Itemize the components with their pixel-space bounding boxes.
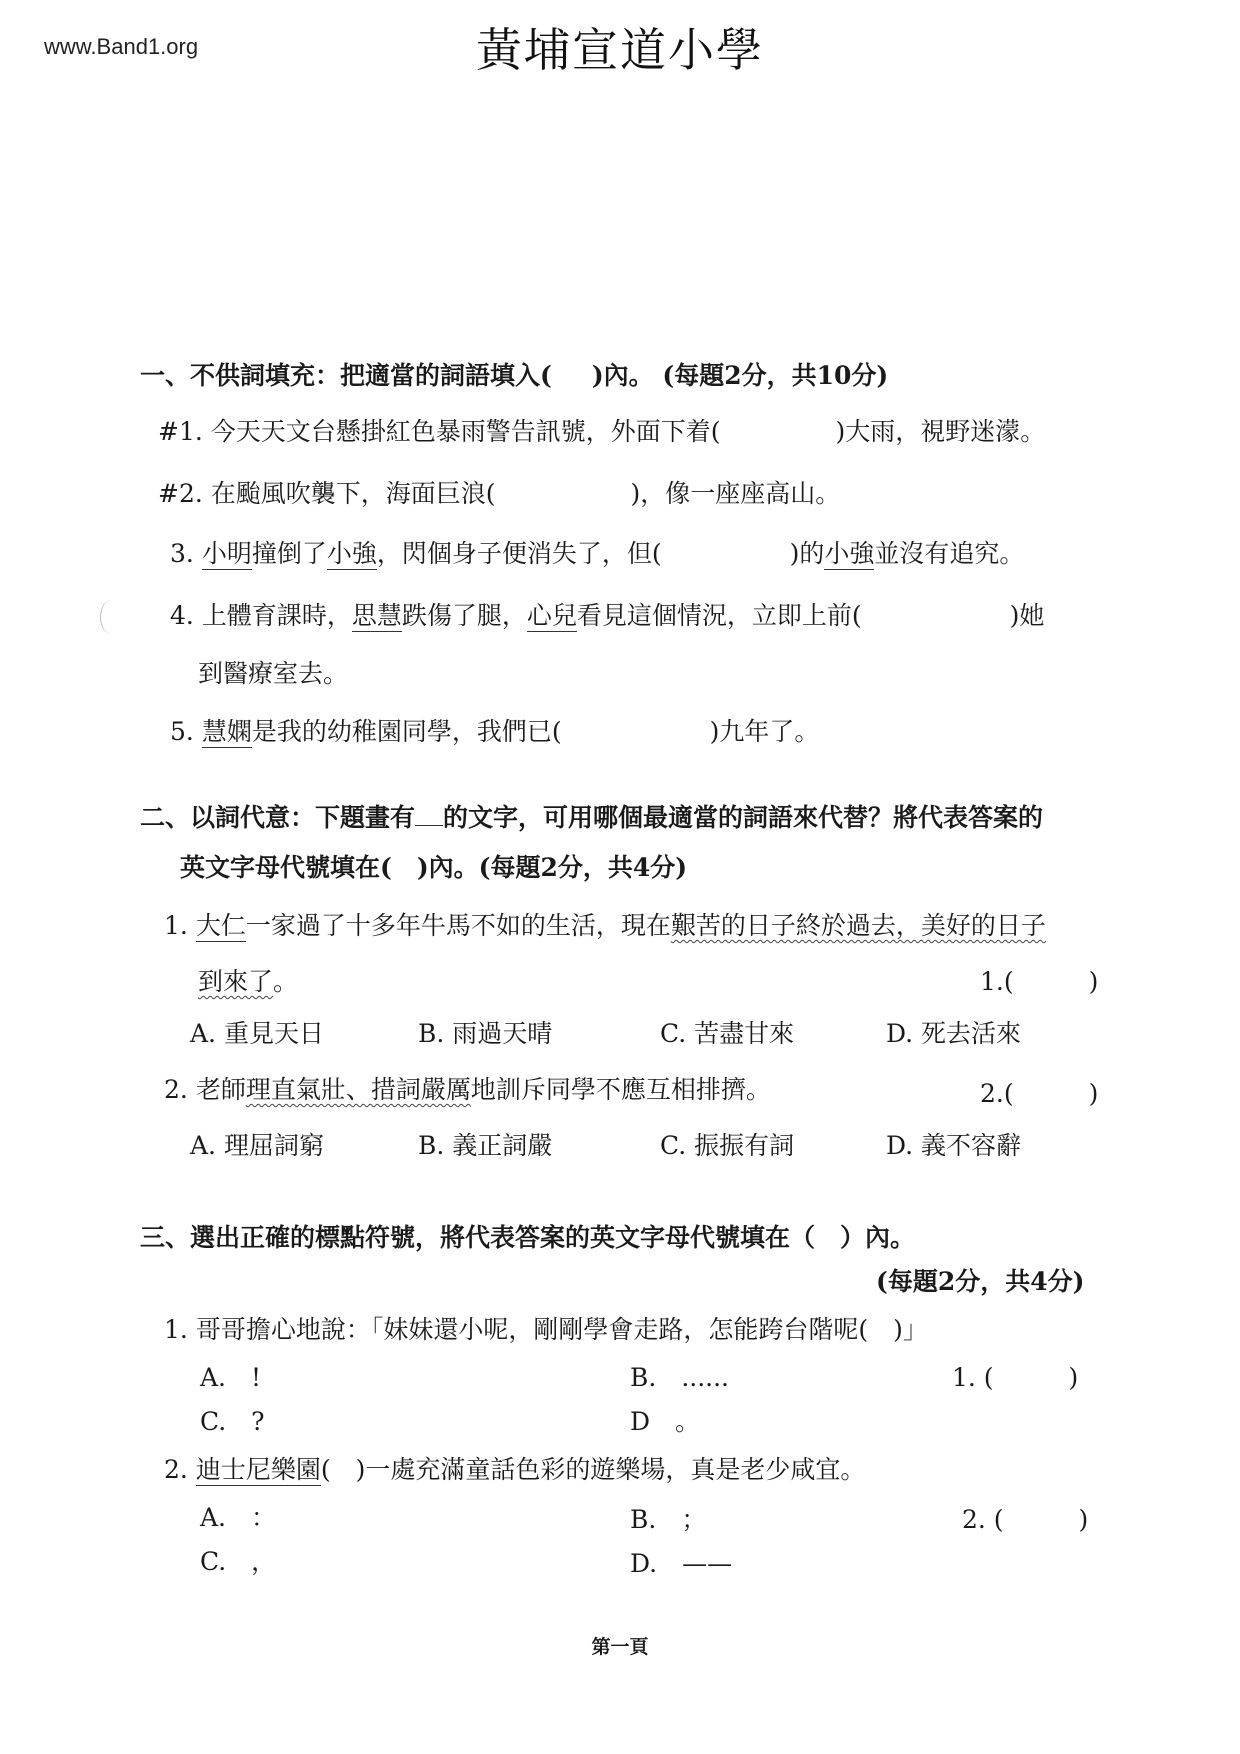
- s1-question-3: [170, 534, 1024, 570]
- s1-q3-text-4: 並沒有追究。: [874, 539, 1025, 568]
- section1-title-b: )內。 (每題2分，共10分): [591, 361, 889, 390]
- s1-q1-text-after: )大雨，視野迷濛。: [835, 417, 1046, 446]
- s1-q4-text-1: 上體育課時，: [201, 601, 352, 630]
- s1-q4-line2: 到醫療室去。: [198, 659, 349, 688]
- s1-q3-number: 3.: [170, 539, 194, 568]
- s2-q1-target-phrase-end: 到來了: [198, 967, 274, 996]
- s3-q2-option-c[interactable]: C. ，: [200, 1547, 277, 1576]
- section3-marks: (每題2分，共4分): [876, 1267, 1085, 1296]
- s1-q1-number: #1.: [158, 417, 203, 446]
- s3-q1-option-c[interactable]: C. ?: [200, 1407, 265, 1436]
- s1-q5-text-1: 是我的幼稚園同學，我們已(: [251, 717, 562, 746]
- s3-question-1: [164, 1310, 928, 1346]
- margin-mark: [100, 600, 123, 634]
- section1-title: [140, 356, 888, 392]
- s1-q2-text-after: )，像一座座高山。: [630, 479, 841, 508]
- s2-q2-number: 2.: [164, 1075, 188, 1104]
- s1-q4-number: 4.: [170, 601, 194, 630]
- s1-q3-text-3: )的: [789, 539, 825, 568]
- s3-q2-text: ( )一處充滿童話色彩的遊樂場，真是老少咸宜。: [320, 1455, 866, 1484]
- s2-q1-line2: [198, 962, 298, 998]
- s3-q2-answer-box[interactable]: 2. ( ): [962, 1505, 1089, 1534]
- s3-q1-option-b[interactable]: B. ......: [630, 1363, 729, 1392]
- s2-q1-text-1: 一家過了十多年牛馬不如的生活，現在: [245, 911, 671, 940]
- s2-q1-option-a[interactable]: A. 重見天日: [190, 1019, 324, 1048]
- s2-q2-text-2: 地訓斥同學不應互相排擠。: [470, 1075, 771, 1104]
- s1-q4-text-4: )她: [1009, 601, 1045, 630]
- s1-q5-number: 5.: [170, 717, 194, 746]
- s1-q3-text-2: ，閃個身子便消失了，但(: [376, 539, 662, 568]
- section3-title: 三、選出正確的標點符號，將代表答案的英文字母代號填在（ ）內。: [140, 1223, 916, 1252]
- s3-q2-name-disneyland: 迪士尼樂園: [195, 1455, 321, 1484]
- s3-q1-number: 1.: [164, 1315, 188, 1344]
- underline-sample: [415, 807, 443, 826]
- s2-q1-target-phrase: 艱苦的日子終於過去，美好的日子: [670, 911, 1046, 940]
- s1-question-1: [158, 412, 1045, 448]
- s1-q3-text-1: 撞倒了: [251, 539, 327, 568]
- s2-q1-number: 1.: [164, 911, 188, 940]
- page-number: 第一頁: [591, 1636, 649, 1658]
- s1-q2-number: #2.: [158, 479, 203, 508]
- s3-q2-option-a[interactable]: A. ：: [200, 1503, 277, 1532]
- s2-q2-option-d[interactable]: D. 義不容辭: [886, 1131, 1022, 1160]
- s2-q1-option-c[interactable]: C. 苦盡甘來: [660, 1019, 795, 1048]
- s2-q1-answer-box[interactable]: 1.( ): [980, 967, 1099, 996]
- s2-question-2: [164, 1070, 771, 1106]
- s3-q1-answer-box[interactable]: 1. ( ): [952, 1363, 1079, 1392]
- s2-question-1: [164, 906, 1046, 942]
- s2-q2-target-phrase: 理直氣壯、措詞嚴厲: [245, 1075, 471, 1104]
- s2-q2-option-b[interactable]: B. 義正詞嚴: [418, 1131, 553, 1160]
- school-title: 黃埔宣道小學: [476, 23, 764, 77]
- section2-title-b: 的文字，可用哪個最適當的詞語來代替？將代表答案的: [443, 803, 1044, 832]
- s2-q1-period: 。: [273, 967, 299, 996]
- s1-q4-text-3: 看見這個情況，立即上前(: [576, 601, 862, 630]
- s2-q1-name-daren: 大仁: [195, 911, 246, 940]
- s1-q4-name-xiner: 心兒: [526, 601, 577, 630]
- s1-q1-text-before: 今天天文台懸掛紅色暴雨警告訊號，外面下着(: [210, 417, 721, 446]
- s2-q2-answer-box[interactable]: 2.( ): [980, 1079, 1099, 1108]
- s1-question-5: [170, 712, 819, 748]
- s1-q3-name-xiaoqiang: 小強: [326, 539, 377, 568]
- s3-question-2: [164, 1450, 865, 1486]
- s3-q2-number: 2.: [164, 1455, 188, 1484]
- s1-q5-name-huixian: 慧嫻: [201, 717, 252, 746]
- s2-q2-option-c[interactable]: C. 振振有詞: [660, 1131, 795, 1160]
- s3-q1-text: 哥哥擔心地說：「妹妹還小呢，剛剛學會走路，怎能跨台階呢( )」: [195, 1315, 928, 1344]
- s1-q3-name-xiaoqiang-2: 小強: [824, 539, 875, 568]
- s1-question-4: [170, 596, 1044, 632]
- s2-q1-option-d[interactable]: D. 死去活來: [886, 1019, 1022, 1048]
- s3-q2-option-b[interactable]: B. ；: [630, 1505, 707, 1534]
- s1-q4-text-2: 跌傷了腿，: [401, 601, 527, 630]
- s1-q4-name-sihui: 思慧: [351, 601, 402, 630]
- s3-q2-option-d[interactable]: D. ——: [630, 1549, 733, 1578]
- s1-q2-text-before: 在颱風吹襲下，海面巨浪(: [210, 479, 496, 508]
- s3-q1-option-d[interactable]: D 。: [630, 1407, 701, 1436]
- s2-q2-text-1: 老師: [195, 1075, 246, 1104]
- section2-title-line2: 英文字母代號填在( )內。(每題2分，共4分): [180, 853, 688, 882]
- section2-title-a: 二、以詞代意：下題畫有: [140, 803, 416, 832]
- s1-question-2: [158, 474, 840, 510]
- s1-q3-name-xiaoming: 小明: [201, 539, 252, 568]
- s1-q5-text-2: )九年了。: [709, 717, 820, 746]
- s2-q1-option-b[interactable]: B. 雨過天晴: [418, 1019, 553, 1048]
- s3-q1-option-a[interactable]: A. !: [200, 1363, 262, 1392]
- s2-q2-option-a[interactable]: A. 理屈詞窮: [190, 1131, 324, 1160]
- section2-title: [140, 798, 1043, 834]
- section1-title-a: 一、不供詞填充：把適當的詞語填入(: [140, 361, 552, 390]
- site-url: www.Band1.org: [44, 34, 199, 59]
